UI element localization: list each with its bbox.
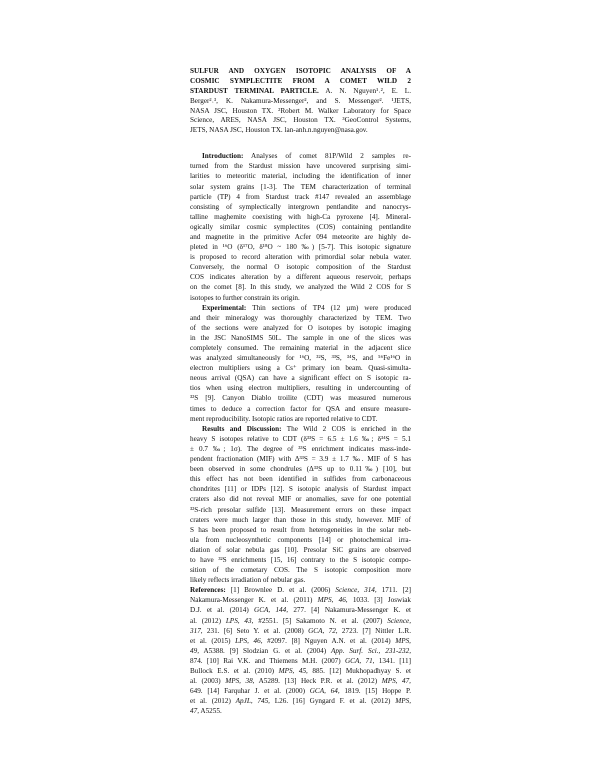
italic-text: MPS, 45,	[278, 667, 308, 676]
italic-text: MPS, 46,	[317, 596, 348, 605]
text-line	[190, 656, 411, 666]
bold-text: Results and Discussion:	[202, 424, 282, 433]
text-line: of the sections were analyzed for O isotopes by isotopic imaging	[190, 323, 411, 332]
italic-text: MPS,	[395, 697, 411, 706]
text-segment: Nakamura-Messenger K. et al. (2011)	[190, 596, 318, 605]
text-line: heavy S isotopes relative to CDT (δ³³S = 6.5 ± 1.6 ‰; δ³⁴S = 5.1	[190, 434, 411, 443]
text-line: craters also did not reveal MIF or anomalies, save for one potential	[190, 495, 411, 504]
text-segment: Analyses of comet 81P/Wild 2 samples re-	[243, 152, 411, 161]
text-segment: 1711. [2]	[376, 586, 411, 595]
text-line: on the comet [8]. In this study, we analyzed the Wild 2 COS for S	[190, 283, 411, 292]
title-and-authors	[190, 67, 411, 136]
author-line: JETS, NASA JSC, Houston TX. lan-anh.n.nguyen@nasa.gov.	[190, 126, 368, 135]
author-line: Berger²˒³, K. Nakamura-Messenger², and S. Messenger². ¹JETS,	[190, 96, 411, 105]
italic-text: 49,	[190, 646, 199, 655]
text-segment: 277. [4] Nakamura-Messenger K. et	[288, 606, 412, 615]
text-segment: A. N. Nguyen¹˒², E. L.	[318, 86, 411, 95]
author-line: Science, ARES, NASA JSC, Houston TX. ³GeoControl Systems,	[190, 116, 411, 125]
text-line: turned from the Stardust mission have uncovered surprising simi-	[190, 162, 411, 171]
italic-text: 317,	[190, 626, 203, 635]
bold-text: Experimental:	[202, 303, 247, 312]
text-segment: 1819. [15] Hoppe P.	[339, 687, 411, 696]
italic-text: GCA, 71,	[344, 656, 375, 665]
text-line: craters were much larger than those in this study, however. MIF of	[190, 515, 411, 524]
text-line: neous arrival (QSA) can have a significant effect on S isotopic ra-	[190, 374, 411, 383]
text-line	[190, 616, 411, 626]
text-segment: A5289. [13] Heck P.R. et al. (2012)	[254, 677, 382, 686]
text-line: diation of solar nebula gas [10]. Presolar SiC grains are observed	[190, 545, 411, 554]
text-segment: 649. [14] Farquhar J. et al. (2000)	[190, 687, 310, 696]
text-line: particle (TP) 4 from Stardust track #147 revealed an assemblage	[190, 192, 411, 201]
text-segment: 231. [6] Seto Y. et al. (2008)	[202, 626, 309, 635]
text-line: COS indicates alteration by a different aqueous reservoir, perhaps	[190, 273, 411, 282]
text-line: been observed in some chondrules (Δ³³S up to 0.11‰) [10], but	[190, 465, 411, 474]
abstract-page	[190, 67, 411, 716]
text-line: chondrites [11] or IDPs [12]. S isotopic analysis of Stardust impact	[190, 485, 411, 494]
text-line	[190, 626, 411, 636]
text-line	[190, 585, 411, 595]
italic-text: LPS, 43,	[225, 616, 254, 625]
italic-text: GCA, 64,	[309, 687, 340, 696]
text-line: electron multipliers using a Cs⁺ primary ion beam. Quasi-simulta-	[190, 364, 411, 373]
text-line: larities to meteoritic material, including the identification of inner	[190, 172, 411, 181]
text-line: to have ³²S enrichments [15, 16] contrary to the S isotopic compo-	[190, 555, 411, 564]
section-results	[190, 424, 411, 586]
text-line	[190, 646, 411, 656]
text-line: tios when using electron multipliers, resulting in undercounting of	[190, 384, 411, 393]
text-line: ± 0.7 ‰; 1σ). The degree of ³³S enrichment indicates mass-inde-	[190, 444, 411, 453]
text-line: and magnetite in the primitive Acfer 094 meteorite are highly de-	[190, 232, 411, 241]
title-line	[190, 67, 411, 77]
text-line	[190, 424, 411, 434]
italic-text: App. Surf. Sci., 231-232,	[331, 646, 411, 655]
italic-text: Science,	[387, 616, 411, 625]
italic-text: ApJL, 745,	[235, 697, 270, 706]
section-introduction	[190, 151, 411, 302]
text-line: was analyzed simultaneously for ¹⁶O, ³²S, ³³S, ³⁴S, and ⁵⁶Fe¹⁶O in	[190, 354, 411, 363]
text-line: talline maghemite coexisting with high-Ca pyroxene [4]. Mineral-	[190, 212, 411, 221]
text-line: is proposed to record alteration with primordial solar nebula water.	[190, 253, 411, 262]
text-segment: 1033. [3] Joswiak	[347, 596, 411, 605]
text-line	[190, 706, 411, 716]
abstract-body	[190, 151, 411, 716]
text-segment: 874. [10] Rai V.K. and Thiemens M.H. (2007)	[190, 656, 345, 665]
text-line: isotopes to further constrain its origin.	[190, 293, 300, 302]
text-segment: 2723. [7] Nittler L.R.	[337, 626, 412, 635]
text-segment: Bullock E.S. et al. (2010)	[190, 667, 279, 676]
text-segment: #2551. [5] Sakamoto N. et al. (2007)	[253, 616, 388, 625]
text-line: solar system grains [1-3]. The TEM characterization of terminal	[190, 182, 411, 191]
title-line	[190, 87, 411, 97]
bold-text: SULFUR AND OXYGEN ISOTOPIC ANALYSIS OF A	[190, 67, 411, 75]
text-segment: A5388. [9] Slodzian G. et al. (2004)	[198, 646, 332, 655]
text-line: ment reproducibility. Isotopic ratios are reported relative to CDT.	[190, 414, 378, 423]
text-line	[190, 676, 411, 686]
text-segment: 885. [12] Mukhopadhyay S. et	[307, 667, 411, 676]
text-line	[190, 686, 411, 696]
text-line: S has been proposed to result from heterogeneities in the solar neb-	[190, 525, 411, 534]
italic-text: GCA, 144,	[254, 606, 289, 615]
text-segment: A5255.	[198, 707, 222, 716]
text-line	[190, 595, 411, 605]
text-line: pendent fractionation (MIF) with Δ³³S = 3.9 ± 1.7 ‰. MIF of S has	[190, 455, 411, 464]
title-line	[190, 77, 411, 87]
text-line: times to deduce a correction factor for QSA and ensure measure-	[190, 404, 411, 413]
section-references	[190, 585, 411, 716]
bold-text: References:	[190, 586, 226, 595]
text-segment: D.J. et al. (2014)	[190, 606, 255, 615]
text-segment: Thin sections of TP4 (12 µm) were produced	[246, 303, 411, 312]
text-segment: al. (2012)	[190, 616, 226, 625]
bold-text: COSMIC SYMPLECTITE FROM A COMET WILD 2	[190, 76, 411, 85]
italic-text: LPS, 46,	[235, 636, 263, 645]
text-line: likely reflects irradiation of nebular gas.	[190, 576, 306, 585]
text-line: sition of the cometary COS. The S isotopic composition more	[190, 566, 411, 575]
italic-text: MPS,	[395, 636, 411, 645]
text-line: in the JSC NanoSIMS 50L. The sample in one of the slices was	[190, 333, 411, 342]
author-line: NASA JSC, Houston TX. ²Robert M. Walker Laboratory for Space	[190, 106, 411, 115]
text-line: Conversely, the normal O isotopic composition of the Stardust	[190, 263, 411, 272]
text-line: consisting of symplectically intergrown pentlandite and nanocrys-	[190, 202, 411, 211]
text-segment: et al. (2012)	[190, 697, 236, 706]
text-segment: #2097. [8] Nguyen A.N. et al. (2014)	[262, 636, 396, 645]
section-experimental	[190, 303, 411, 424]
text-line: completely consumed. The remaining material in the adjacent slice	[190, 344, 411, 353]
text-line	[190, 666, 411, 676]
text-segment: [1] Brownlee D. et al. (2006)	[225, 586, 336, 595]
text-segment: L26. [16] Gyngard F. et al. (2012)	[269, 697, 396, 706]
bold-text: Introduction:	[202, 152, 244, 161]
text-segment: al. (2003)	[190, 677, 226, 686]
text-line	[190, 636, 411, 646]
text-line: ³²S-rich presolar sulfide [13]. Measurement errors on these impact	[190, 505, 411, 514]
text-segment: et al. (2015)	[190, 636, 236, 645]
italic-text: GCA, 72,	[308, 626, 338, 635]
text-line: this effect has not been identified in sulfides from carbonaceous	[190, 475, 411, 484]
text-segment: The Wild 2 COS is enriched in the	[281, 424, 411, 433]
text-line: ogically similar cosmic symplectites (COS) containing pentlandite	[190, 222, 411, 231]
text-line: pleted in ¹⁶O (δ¹⁷O, δ¹⁸O ~ 180 ‰) [5-7]. This isotopic signature	[190, 243, 411, 252]
text-line: and their mineralogy was thoroughly characterized by TEM. Two	[190, 313, 411, 322]
text-line: ula from nucleosynthetic components [14] or photochemical irra-	[190, 535, 411, 544]
italic-text: MPS, 47,	[381, 677, 411, 686]
text-segment: 1341. [11]	[374, 656, 411, 665]
bold-text: STARDUST TERMINAL PARTICLE.	[190, 86, 319, 95]
italic-text: MPS, 38,	[225, 677, 255, 686]
text-line	[190, 151, 411, 161]
italic-text: Science, 314,	[335, 586, 377, 595]
text-line	[190, 696, 411, 706]
italic-text: 47,	[190, 707, 199, 716]
text-line: ³²S [9]. Canyon Diablo troilite (CDT) was measured numerous	[190, 394, 411, 403]
text-line	[190, 605, 411, 615]
text-line	[190, 303, 411, 313]
